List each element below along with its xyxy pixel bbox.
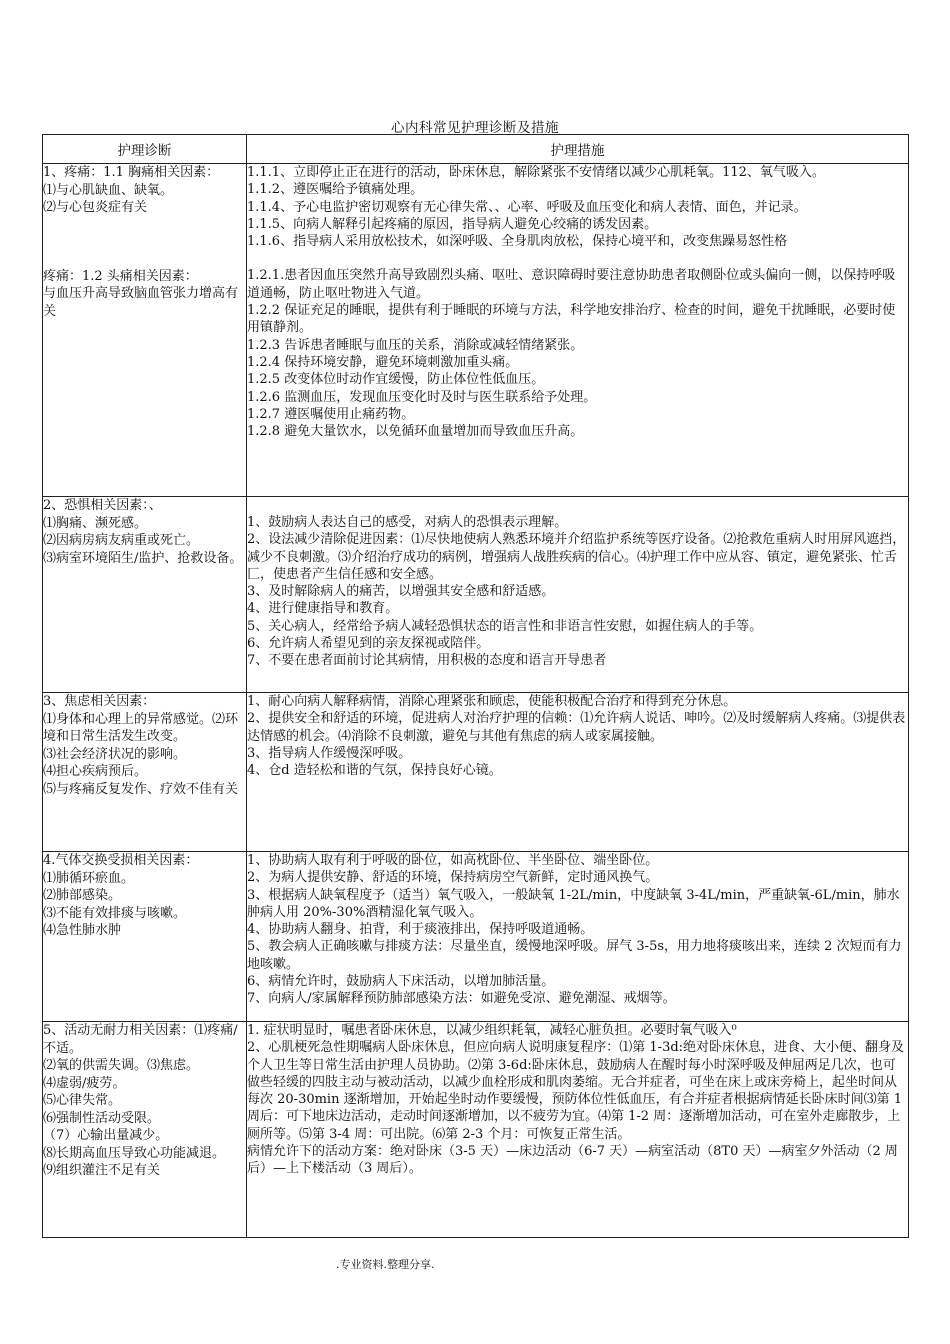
diagnosis-line: ⑴身体和心理上的异常感觉。⑵环境和日常生活发生改变。 — [43, 711, 239, 744]
measure-item: 1、耐心向病人解释病情，消除心理紧张和顾虑，使能积极配合治疗和得到充分休息。 — [247, 694, 737, 709]
diagnosis-line: 3、焦虑相关因素： — [43, 694, 156, 709]
measure-item: 1.2.1.患者因血压突然升高导致剧烈头痛、呕吐、意识障碍时要注意协助患者取侧卧位或头偏向一侧，以保持呼吸道通畅，防止呕吐物进入气道。 — [247, 268, 896, 301]
diagnosis-line: 5、活动无耐力相关因素：⑴疼痛/不适。 — [43, 1023, 238, 1056]
diagnosis-line: 与血压升高导致脑血管张力增高有关 — [43, 286, 239, 319]
measure-item: 1.1.4、予心电监护密切观察有无心律失常、、心率、呼吸及血压变化和病人表情、面色，并记录。 — [247, 199, 807, 215]
diagnosis-line: ⑻长期高血压导致心功能减退。 — [43, 1145, 226, 1161]
diagnosis-line — [43, 234, 246, 251]
measure-item: 2、提供安全和舒适的环境，促进病人对治疗护理的信赖：⑴允许病人说话、呻吟。⑵及时缓解病人疼痛。⑶提供表达情感的机会。⑷消除不良刺激，避免与其他有焦虑的病人或家属接触。 — [247, 711, 906, 744]
diagnosis-cell — [43, 164, 247, 497]
measure-item: 2、设法减少清除促进因素：⑴尽快地使病人熟悉环境并介绍监护系统等医疗设备。⑵抢救危重病人时用屏风遮挡，减少不良刺激。⑶介绍治疗成功的病例，增强病人战胜疾病的信心。⑷护理工作中应从容、镇定，避免紧张、忙舌匚，使患者产生信任感和安全感。 — [247, 532, 906, 582]
table-row — [43, 164, 909, 497]
measure-item: 1、协助病人取有利于呼吸的卧位，如高枕卧位、半坐卧位、端坐卧位。 — [247, 853, 659, 868]
measure-item: 2、心肌梗死急性期嘱病人卧床休息，但应向病人说明康复程序：⑴第 1-3d:绝对卧床休息，进食、大小便、翻身及个人卫生等日常生活由护理人员协助。⑵第 3-6d:卧床休息，鼓励病人在醒时每小时深呼吸及伸屈两足几次，也可做些轻缓的四肢主动与被动活动，以减少血栓形成和肌肉萎缩。无合并症者，可坐在床上或床旁椅上，起坐时间从每次 20-30min 逐渐增加，开始起坐时动作要缓慢，预防体位性低血压，有合并症者根据病情延长卧床时间⑶第 1 周后：可下地床边活动，走动时间逐渐增加，以不疲劳为宜。⑷第 1-2 周：逐渐增加活动，可在室外走廊散步，上厕所等。⑸第 3-4 周：可出院。⑹第 2-3 个月：可恢复正常生活。 — [247, 1040, 905, 1142]
diagnosis-line: 4.气体交换受损相关因素： — [43, 853, 199, 868]
diagnosis-line: ⑸与疼痛反复发作、疗效不佳有关 — [43, 781, 239, 797]
measure-item: 病情允许下的活动方案：绝对卧床（3-5 天）—床边活动（6-7 天）—病室活动（8T0 天）—病室夕外活动（2 周后）—上下楼活动（3 周后）。 — [247, 1144, 898, 1177]
measure-item: 4、协助病人翻身、拍背，利于痰液排出，保持呼吸道通畅。 — [247, 922, 594, 938]
measure-item: 1.1.6、指导病人采用放松技术，如深呼吸、全身肌肉放松，保持心境平和，改变焦躁易怒性格 — [247, 234, 788, 250]
measures-cell — [247, 497, 909, 693]
diagnosis-line: ⑴肺循环瘀血。 — [43, 870, 135, 886]
measure-item: 5、关心病人，经常给予病人减轻恐惧状态的语言性和非语言性安慰，如握住病人的手等。 — [247, 618, 763, 634]
measure-item: 5、教会病人正确咳嗽与排痰方法：尽量坐直，缓慢地深呼吸。屏气 3-5s，用力地将痰咳出来，连续 2 次短而有力地咳嗽。 — [247, 939, 902, 972]
header-diagnosis: 护理诊断 — [43, 135, 247, 164]
measure-item: 3、及时解除病人的痛苦，以增强其安全感和舒适感。 — [247, 584, 555, 600]
measure-item: 1.2.4 保持环境安静，避免环境刺激加重头痛。 — [247, 354, 519, 370]
page-footer: .专业资料.整理分享. — [336, 1258, 435, 1271]
diagnosis-line: ⑷担心疾病预后。 — [43, 764, 148, 779]
table-row — [43, 693, 909, 852]
measures-cell — [247, 1022, 909, 1238]
diagnosis-line: 2、恐惧相关因素：、 — [43, 498, 162, 513]
diagnosis-line: ⑵与心包炎症有关 — [43, 200, 148, 215]
measure-item — [247, 497, 908, 514]
measure-item: 4、进行健康指导和教育。 — [247, 601, 399, 617]
measure-item: 4、仓d 造轻松和谐的气氛，保持良好心镜。 — [247, 763, 502, 779]
measures-cell — [247, 852, 909, 1022]
measures-cell — [247, 693, 909, 852]
measures-cell — [247, 164, 909, 497]
diagnosis-line: ⑷急性肺水肿 — [43, 923, 122, 938]
measure-item: 2、为病人提供安静、舒适的环境，保持病房空气新鲜，定时通风换气。 — [247, 870, 659, 886]
document-title: 心内科常见护理诊断及措施 — [391, 120, 559, 136]
table-row — [43, 852, 909, 1022]
diagnosis-cell — [43, 693, 247, 852]
diagnosis-line: ⑵因病房病友病重或死亡。 — [43, 533, 200, 548]
diagnosis-line — [43, 217, 246, 234]
diagnosis-line: ⑶病室环境陌生/监护、抢救设备。 — [43, 550, 243, 566]
diagnosis-line: 疼痛：1.2 头痛相关因素： — [43, 268, 198, 284]
diagnosis-line: ⑼组织灌注不足有关 — [43, 1163, 161, 1178]
measure-item: 1.2.7 遵医嘱使用止痛药物。 — [247, 406, 415, 422]
measure-item: 1.1.1、立即停止正在进行的活动，卧床休息，解除紧张不安情绪以减少心肌耗氧。112、氧气吸入。 — [247, 165, 825, 180]
table-header-row — [43, 135, 909, 164]
measure-item: 1.2.2 保证充足的睡眠，提供有利于睡眠的环境与方法，科学地安排治疗、检查的时间，避免干扰睡眠，必要时使用镇静剂。 — [247, 303, 896, 336]
measure-item: 6、允许病人希望见到的亲友探视或陪伴。 — [247, 636, 490, 652]
diagnosis-line: ⑸心律失常。 — [43, 1093, 122, 1108]
measure-item: 1.1.2、遵医嘱给予镇痛处理。 — [247, 182, 424, 198]
header-measures: 护理措施 — [247, 135, 909, 164]
nursing-table — [42, 134, 909, 1238]
diagnosis-line: ⑴与心肌缺血、缺氧。 — [43, 182, 174, 198]
measure-item: 1.1.5、向病人解释引起疼痛的原因，指导病人避免心绞痛的诱发因素。 — [247, 216, 658, 232]
diagnosis-cell — [43, 1022, 247, 1238]
measure-item: 6、病情允许时，鼓励病人下床活动，以增加肺活量。 — [247, 974, 555, 990]
diagnosis-line: ⑶社会经济状况的影响。 — [43, 746, 187, 762]
measure-item: 7、向病人/家属解释预防肺部感染方法：如避免受凉、避免潮湿、戒烟等。 — [247, 991, 676, 1007]
diagnosis-line: ⑹强制性活动受限。 — [43, 1110, 161, 1126]
diagnosis-cell — [43, 497, 247, 693]
diagnosis-line: ⑵氧的供需失调。⑶焦虑。 — [43, 1058, 200, 1073]
diagnosis-line: ⑴胸痛、濒死感。 — [43, 515, 148, 531]
diagnosis-line: ⑷虚弱/疲劳。 — [43, 1075, 126, 1091]
measure-item: 1.2.6 监测血压，发现血压变化时及时与医生联系给予处理。 — [247, 389, 597, 405]
measure-item: 7、不要在患者面前讨论其病情，用积极的态度和语言开导患者 — [247, 653, 607, 669]
measure-item: 1、鼓励病人表达自己的感受，对病人的恐惧表示理解。 — [247, 515, 568, 530]
measure-item: 1.2.8 避免大量饮水，以免循环血量增加而导致血压升高。 — [247, 424, 584, 440]
diagnosis-line: ⑶不能有效排痰与咳嗽。 — [43, 905, 187, 921]
diagnosis-line — [43, 251, 246, 268]
measure-item: 1. 症状明显时，嘱患者卧床休息，以减少组织耗氧，减轻心脏负担。必要时氧气吸入⁰ — [247, 1023, 737, 1038]
diagnosis-line: 1、疼痛：1.1 胸痛相关因素： — [43, 165, 220, 180]
table-row — [43, 497, 909, 693]
measure-item — [247, 250, 908, 267]
measure-item: 1.2.5 改变体位时动作宜缓慢，防止体位性低血压。 — [247, 372, 545, 388]
diagnosis-line: （7）心输出量减少。 — [43, 1128, 169, 1143]
diagnosis-cell — [43, 852, 247, 1022]
diagnosis-line: ⑵肺部感染。 — [43, 888, 122, 903]
measure-item: 1.2.3 告诉患者睡眠与血压的关系，消除或减轻情绪紧张。 — [247, 337, 584, 353]
table-row — [43, 1022, 909, 1238]
measure-item: 3、指导病人作缓慢深呼吸。 — [247, 745, 412, 761]
measure-item: 3、根据病人缺氧程度予（适当）氧气吸入，一般缺氧 1-2L/min，中度缺氧 3-4L/min，严重缺氧-6L/min，肺水肿病人用 20%-30%酒精湿化氧气吸入。 — [247, 887, 900, 920]
